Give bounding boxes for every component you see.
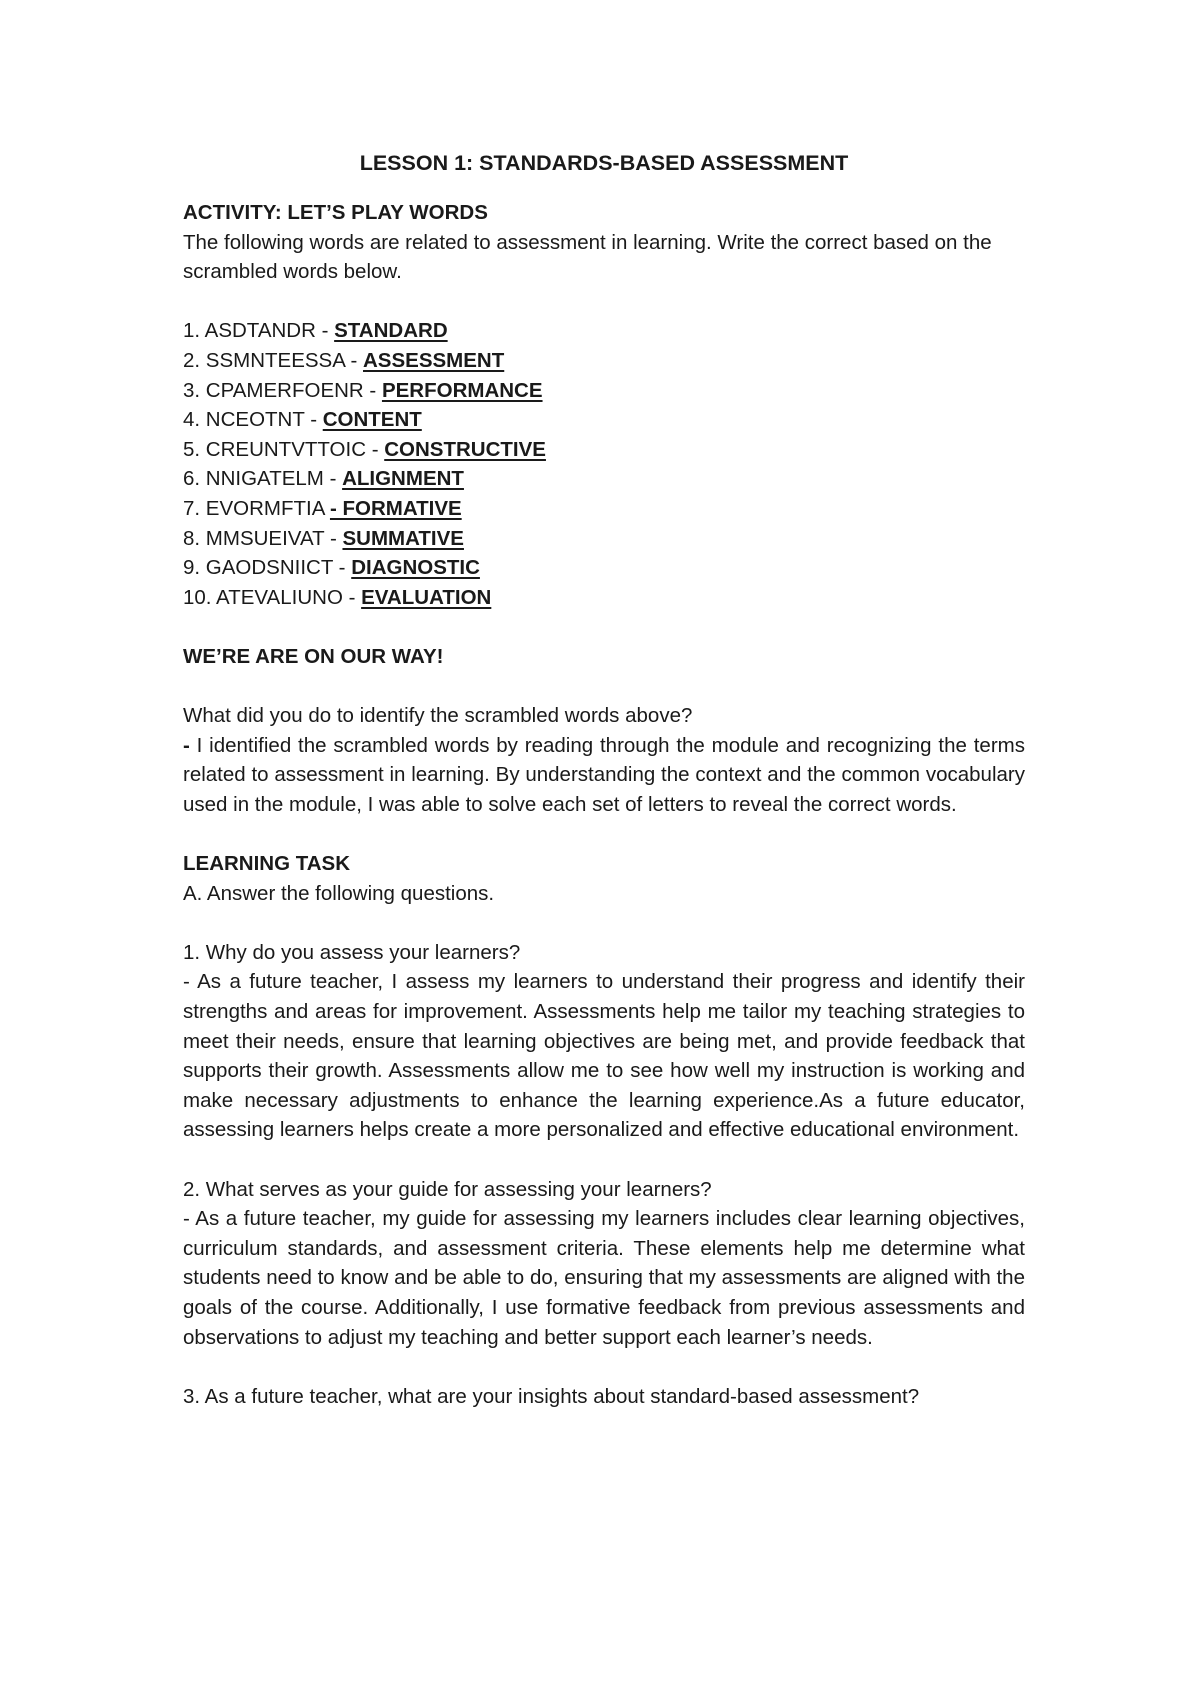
spacer: [183, 819, 1025, 849]
list-item: [183, 494, 1025, 524]
scrambled-word: 8. MMSUEIVAT -: [183, 526, 343, 550]
activity-heading: ACTIVITY: LET’S PLAY WORDS: [183, 201, 488, 224]
list-item: [183, 435, 1025, 465]
word-answer: SUMMATIVE: [342, 526, 464, 550]
spacer: [183, 672, 1025, 702]
word-answer: EVALUATION: [361, 585, 492, 609]
list-item: [183, 464, 1025, 494]
scrambled-word: 9. GAODSNIICT -: [183, 556, 352, 580]
list-item: [183, 583, 1025, 613]
scrambled-word: 7. EVORMFTIA: [183, 496, 330, 520]
answer-1: - As a future teacher, I assess my learners to understand their progress and identify their strengths and areas for improvement. Assessments help me tailor my teaching strategies to meet their needs, ensure that learning objectives are being met, and provide feedback that supports their growth. Assessments allow me to see how well my instruction is working and make necessary adjustments to enhance the learning experience.As a future educator, assessing learners helps create a more personalized and effective educational environment.: [183, 970, 1025, 1142]
word-answer: STANDARD: [334, 319, 448, 343]
activity-instructions: The following words are related to assessment in learning. Write the correct based on the scrambled words below.: [183, 230, 992, 284]
word-answer: - FORMATIVE: [329, 496, 462, 520]
scrambled-word-list: [183, 316, 1025, 612]
reflection-answer: [183, 731, 1025, 820]
word-answer: PERFORMANCE: [381, 378, 543, 402]
scrambled-word: 5. CREUNTVTTOIC -: [183, 437, 385, 461]
spacer: [183, 287, 1025, 317]
spacer: [183, 908, 1025, 938]
word-answer: ASSESSMENT: [363, 348, 505, 372]
list-item: [183, 346, 1025, 376]
word-answer: ALIGNMENT: [342, 467, 464, 491]
word-answer: CONSTRUCTIVE: [384, 437, 546, 461]
spacer: [183, 612, 1025, 642]
scrambled-word: 6. NNIGATELM -: [183, 467, 343, 491]
document-page: [183, 148, 1025, 1411]
answer-2: - As a future teacher, my guide for assessing my learners includes clear learning objectives, curriculum standards, and assessment criteria. These elements help me determine what students need to know and be able to do, ensuring that my assessments are aligned with the goals of the course. Additionally, I use formative feedback from previous assessments and observations to adjust my teaching and better support each learner’s needs.: [183, 1207, 1025, 1349]
question-1: 1. Why do you assess your learners?: [183, 940, 521, 964]
scrambled-word: 3. CPAMERFOENR -: [183, 378, 382, 402]
list-item: [183, 405, 1025, 435]
scrambled-word: 1. ASDTANDR -: [183, 319, 335, 343]
question-3: 3. As a future teacher, what are your insights about standard-based assessment?: [183, 1384, 920, 1408]
word-answer: DIAGNOSTIC: [351, 556, 480, 580]
word-answer: CONTENT: [322, 408, 422, 432]
learning-task-instructions: A. Answer the following questions.: [183, 881, 495, 905]
scrambled-word: 2. SSMNTEESSA -: [183, 348, 363, 372]
scrambled-word: 4. NCEOTNT -: [183, 408, 323, 432]
spacer: [183, 1145, 1025, 1175]
list-item: [183, 376, 1025, 406]
question-2: 2. What serves as your guide for assessing your learners?: [183, 1177, 712, 1201]
scrambled-word: 10. ATEVALIUNO -: [183, 585, 362, 609]
page-title: LESSON 1: STANDARDS-BASED ASSESSMENT: [359, 151, 849, 175]
list-item: [183, 316, 1025, 346]
spacer: [183, 1352, 1025, 1382]
on-our-way-heading: WE’RE ARE ON OUR WAY!: [183, 644, 444, 668]
list-item: [183, 553, 1025, 583]
answer-dash: -: [183, 733, 190, 757]
learning-task-heading: LEARNING TASK: [183, 852, 351, 876]
list-item: [183, 524, 1025, 554]
answer-text: I identified the scrambled words by reading through the module and recognizing the terms related to assessment in learning. By understanding the context and the common vocabulary used in the module, I was able to solve each set of letters to reveal the correct words.: [183, 733, 1025, 816]
reflection-question: What did you do to identify the scrambled words above?: [183, 704, 693, 728]
